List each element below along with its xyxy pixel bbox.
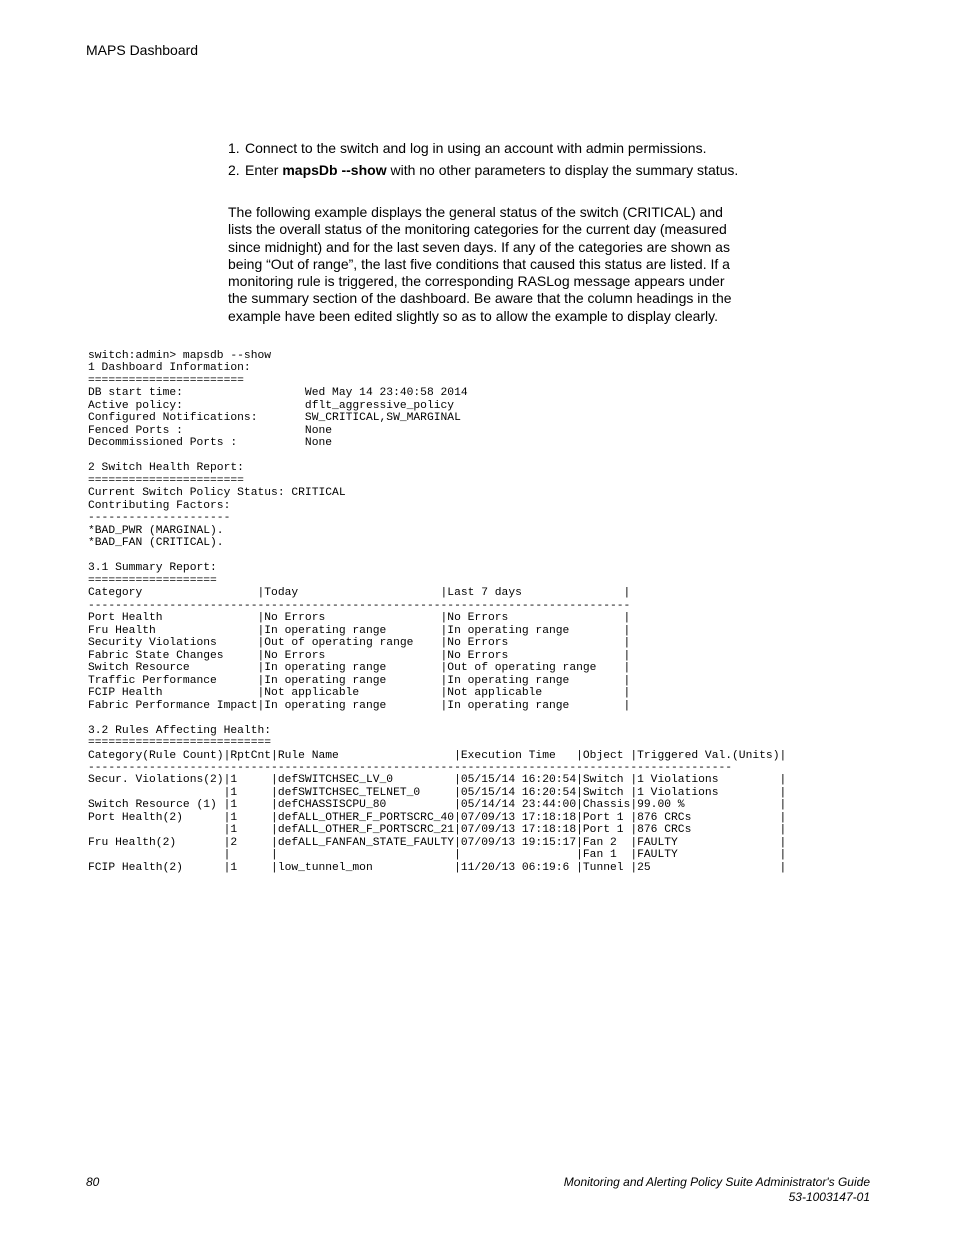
page-number: 80 (86, 1175, 100, 1189)
guide-title: Monitoring and Alerting Policy Suite Administrator's Guide (563, 1175, 870, 1189)
step-2-text-before: Enter (245, 162, 283, 178)
step-2-command: mapsDb --show (282, 162, 387, 178)
footer-document-info (564, 1175, 870, 1205)
step-1-number: 1. (228, 140, 240, 156)
step-2 (228, 161, 828, 183)
procedure-steps (228, 139, 828, 183)
step-2-number: 2. (228, 162, 240, 178)
command-output-example: switch:admin> mapsdb --show 1 Dashboard Information: ======================= DB start time: Wed May 14 23:40:58 2014 Active policy: dflt_aggressive_policy Configured Notifications: SW_CRITICAL,SW_MARGINAL Fenced Ports : None Decommissioned Ports : None 2 Switch Health Report: ======================= Current Switch Policy Status: CRITICAL Contributing Factors: --------------------- *BAD_PWR (MARGINAL). *BAD_FAN (CRITICAL). 3.1 Summary Report: =================== Category |Today |Last 7 days | -------------------------------------------------------------------------------- Port Health |No Errors |No Errors | Fru Health |In operating range |In operating range | Security Violations |Out of operating range |No Errors | Fabric State Changes |No Errors |No Errors | Switch Resource |In operating range |Out of operating range | Traffic Performance |In operating range |In operating range | FCIP Health |Not applicable |Not applicable | Fabric Performance Impact|In operating range |In operating range | 3.2 Rules Affecting Health: =========================== Category(Rule Count)|RptCnt|Rule Name |Execution Time |Object |Triggered Val.(Units)| ----------------------------------------------------------------------------------------------- Secur. Violations(2)|1 |defSWITCHSEC_LV_0 |05/15/14 16:20:54|Switch |1 Violations | |1 |defSWITCHSEC_TELNET_0 |05/15/14 16:20:54|Switch |1 Violations | Switch Resource (1) |1 |defCHASSISCPU_80 |05/14/14 23:44:00|Chassis|99.00 % | Port Health(2) |1 |defALL_OTHER_F_PORTSCRC_40|07/09/13 17:18:18|Port 1 |876 CRCs | |1 |defALL_OTHER_F_PORTSCRC_21|07/09/13 17:18:18|Port 1 |876 CRCs | Fru Health(2) |2 |defALL_FANFAN_STATE_FAULTY|07/09/13 19:15:17|Fan 2 |FAULTY | | | | |Fan 1 |FAULTY | FCIP Health(2) |1 |low_tunnel_mon |11/20/13 06:19:6 |Tunnel |25 | (88, 350, 787, 874)
step-2-text-after: with no other parameters to display the summary status. (386, 162, 739, 178)
running-header: MAPS Dashboard (86, 42, 199, 58)
document-number: 53-1003147-01 (788, 1190, 870, 1204)
example-description: The following example displays the general status of the switch (CRITICAL) and lists the overall status of the monitoring categories for the current day (measured since midnight) and for the last seven days. If any of the categories are shown as being “Out of range”, the last five conditions that caused this status are listed. If a monitoring rule is triggered, the corresponding RASLog message appears under the summary section of the dashboard. Be aware that the column headings in the example have been edited slightly so as to allow the example to display clearly. (228, 204, 732, 324)
step-1 (228, 139, 828, 161)
step-1-text: Connect to the switch and log in using an account with admin permissions. (245, 140, 707, 156)
